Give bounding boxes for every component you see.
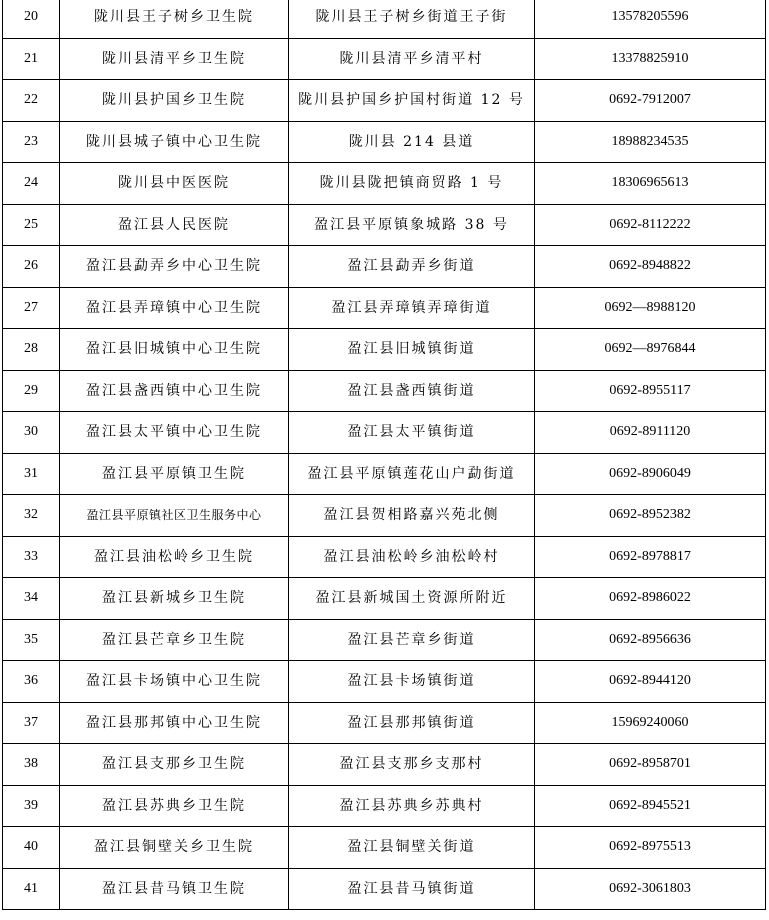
table-row	[3, 163, 766, 205]
table-row	[3, 495, 766, 537]
address-cell: 盈江县卡场镇街道	[289, 661, 535, 703]
phone-cell: 0692-8945521	[535, 785, 766, 827]
address-cell: 盈江县旧城镇街道	[289, 329, 535, 371]
address-cell: 盈江县盏西镇街道	[289, 370, 535, 412]
address-cell: 盈江县那邦镇街道	[289, 702, 535, 744]
facility-name-cell: 陇川县清平乡卫生院	[60, 38, 289, 80]
phone-cell: 0692—8988120	[535, 287, 766, 329]
facility-name-cell: 盈江县太平镇中心卫生院	[60, 412, 289, 454]
address-cell: 陇川县陇把镇商贸路 1 号	[289, 163, 535, 205]
facility-name-cell: 盈江县支那乡卫生院	[60, 744, 289, 786]
address-cell: 盈江县昔马镇街道	[289, 868, 535, 910]
table-row	[3, 661, 766, 703]
facility-name-cell: 盈江县新城乡卫生院	[60, 578, 289, 620]
phone-cell: 0692-8978817	[535, 536, 766, 578]
phone-cell: 0692-8956636	[535, 619, 766, 661]
phone-cell: 0692-8952382	[535, 495, 766, 537]
row-number-cell: 28	[3, 329, 60, 371]
address-cell: 盈江县油松岭乡油松岭村	[289, 536, 535, 578]
facility-name-cell: 盈江县平原镇社区卫生服务中心	[60, 495, 289, 537]
table-row	[3, 246, 766, 288]
phone-cell: 0692-8911120	[535, 412, 766, 454]
phone-cell: 0692-7912007	[535, 80, 766, 122]
address-cell: 陇川县 214 县道	[289, 121, 535, 163]
table-row	[3, 619, 766, 661]
table-row	[3, 370, 766, 412]
facility-name-cell: 盈江县铜壁关乡卫生院	[60, 827, 289, 869]
address-cell: 盈江县苏典乡苏典村	[289, 785, 535, 827]
table-row	[3, 329, 766, 371]
row-number-cell: 23	[3, 121, 60, 163]
table-row	[3, 0, 766, 38]
facility-name-cell: 陇川县护国乡卫生院	[60, 80, 289, 122]
row-number-cell: 33	[3, 536, 60, 578]
row-number-cell: 31	[3, 453, 60, 495]
phone-cell: 0692-8944120	[535, 661, 766, 703]
phone-cell: 0692-3061803	[535, 868, 766, 910]
facility-name-cell: 盈江县勐弄乡中心卫生院	[60, 246, 289, 288]
table-row	[3, 578, 766, 620]
table-row	[3, 287, 766, 329]
facility-name-cell: 陇川县城子镇中心卫生院	[60, 121, 289, 163]
address-cell: 盈江县弄璋镇弄璋街道	[289, 287, 535, 329]
row-number-cell: 39	[3, 785, 60, 827]
phone-cell: 15969240060	[535, 702, 766, 744]
row-number-cell: 21	[3, 38, 60, 80]
row-number-cell: 26	[3, 246, 60, 288]
address-cell: 盈江县平原镇象城路 38 号	[289, 204, 535, 246]
phone-cell: 0692-8958701	[535, 744, 766, 786]
address-cell: 盈江县铜壁关街道	[289, 827, 535, 869]
address-cell: 盈江县新城国土资源所附近	[289, 578, 535, 620]
facility-name-cell: 盈江县芒章乡卫生院	[60, 619, 289, 661]
facility-name-cell: 盈江县那邦镇中心卫生院	[60, 702, 289, 744]
row-number-cell: 25	[3, 204, 60, 246]
row-number-cell: 24	[3, 163, 60, 205]
row-number-cell: 38	[3, 744, 60, 786]
facility-name-cell: 盈江县卡场镇中心卫生院	[60, 661, 289, 703]
phone-cell: 18306965613	[535, 163, 766, 205]
phone-cell: 13378825910	[535, 38, 766, 80]
row-number-cell: 22	[3, 80, 60, 122]
row-number-cell: 37	[3, 702, 60, 744]
table-row	[3, 827, 766, 869]
health-facility-table	[2, 0, 766, 910]
phone-cell: 18988234535	[535, 121, 766, 163]
phone-cell: 0692-8112222	[535, 204, 766, 246]
address-cell: 盈江县支那乡支那村	[289, 744, 535, 786]
row-number-cell: 34	[3, 578, 60, 620]
table-row	[3, 412, 766, 454]
row-number-cell: 40	[3, 827, 60, 869]
row-number-cell: 29	[3, 370, 60, 412]
table-row	[3, 536, 766, 578]
address-cell: 盈江县勐弄乡街道	[289, 246, 535, 288]
row-number-cell: 36	[3, 661, 60, 703]
phone-cell: 0692-8975513	[535, 827, 766, 869]
facility-name-cell: 盈江县盏西镇中心卫生院	[60, 370, 289, 412]
table-row	[3, 80, 766, 122]
table-row	[3, 868, 766, 910]
table-row	[3, 702, 766, 744]
phone-cell: 0692-8948822	[535, 246, 766, 288]
address-cell: 盈江县芒章乡街道	[289, 619, 535, 661]
facility-name-cell: 盈江县苏典乡卫生院	[60, 785, 289, 827]
facility-name-cell: 盈江县油松岭乡卫生院	[60, 536, 289, 578]
table-body	[3, 0, 766, 910]
row-number-cell: 30	[3, 412, 60, 454]
phone-cell: 0692-8986022	[535, 578, 766, 620]
table-row	[3, 744, 766, 786]
address-cell: 盈江县平原镇莲花山户勐街道	[289, 453, 535, 495]
facility-name-cell: 盈江县平原镇卫生院	[60, 453, 289, 495]
facility-name-cell: 盈江县昔马镇卫生院	[60, 868, 289, 910]
table-row	[3, 453, 766, 495]
facility-name-cell: 陇川县王子树乡卫生院	[60, 0, 289, 38]
phone-cell: 0692-8955117	[535, 370, 766, 412]
facility-name-cell: 盈江县弄璋镇中心卫生院	[60, 287, 289, 329]
phone-cell: 13578205596	[535, 0, 766, 38]
table-row	[3, 785, 766, 827]
address-cell: 陇川县清平乡清平村	[289, 38, 535, 80]
row-number-cell: 27	[3, 287, 60, 329]
facility-name-cell: 盈江县旧城镇中心卫生院	[60, 329, 289, 371]
table-row	[3, 204, 766, 246]
row-number-cell: 32	[3, 495, 60, 537]
row-number-cell: 41	[3, 868, 60, 910]
phone-cell: 0692-8906049	[535, 453, 766, 495]
facility-name-cell: 盈江县人民医院	[60, 204, 289, 246]
address-cell: 盈江县太平镇街道	[289, 412, 535, 454]
phone-cell: 0692—8976844	[535, 329, 766, 371]
table-row	[3, 121, 766, 163]
table-row	[3, 38, 766, 80]
address-cell: 盈江县贺相路嘉兴苑北侧	[289, 495, 535, 537]
address-cell: 陇川县护国乡护国村街道 12 号	[289, 80, 535, 122]
facility-name-cell: 陇川县中医医院	[60, 163, 289, 205]
row-number-cell: 20	[3, 0, 60, 38]
row-number-cell: 35	[3, 619, 60, 661]
address-cell: 陇川县王子树乡街道王子街	[289, 0, 535, 38]
